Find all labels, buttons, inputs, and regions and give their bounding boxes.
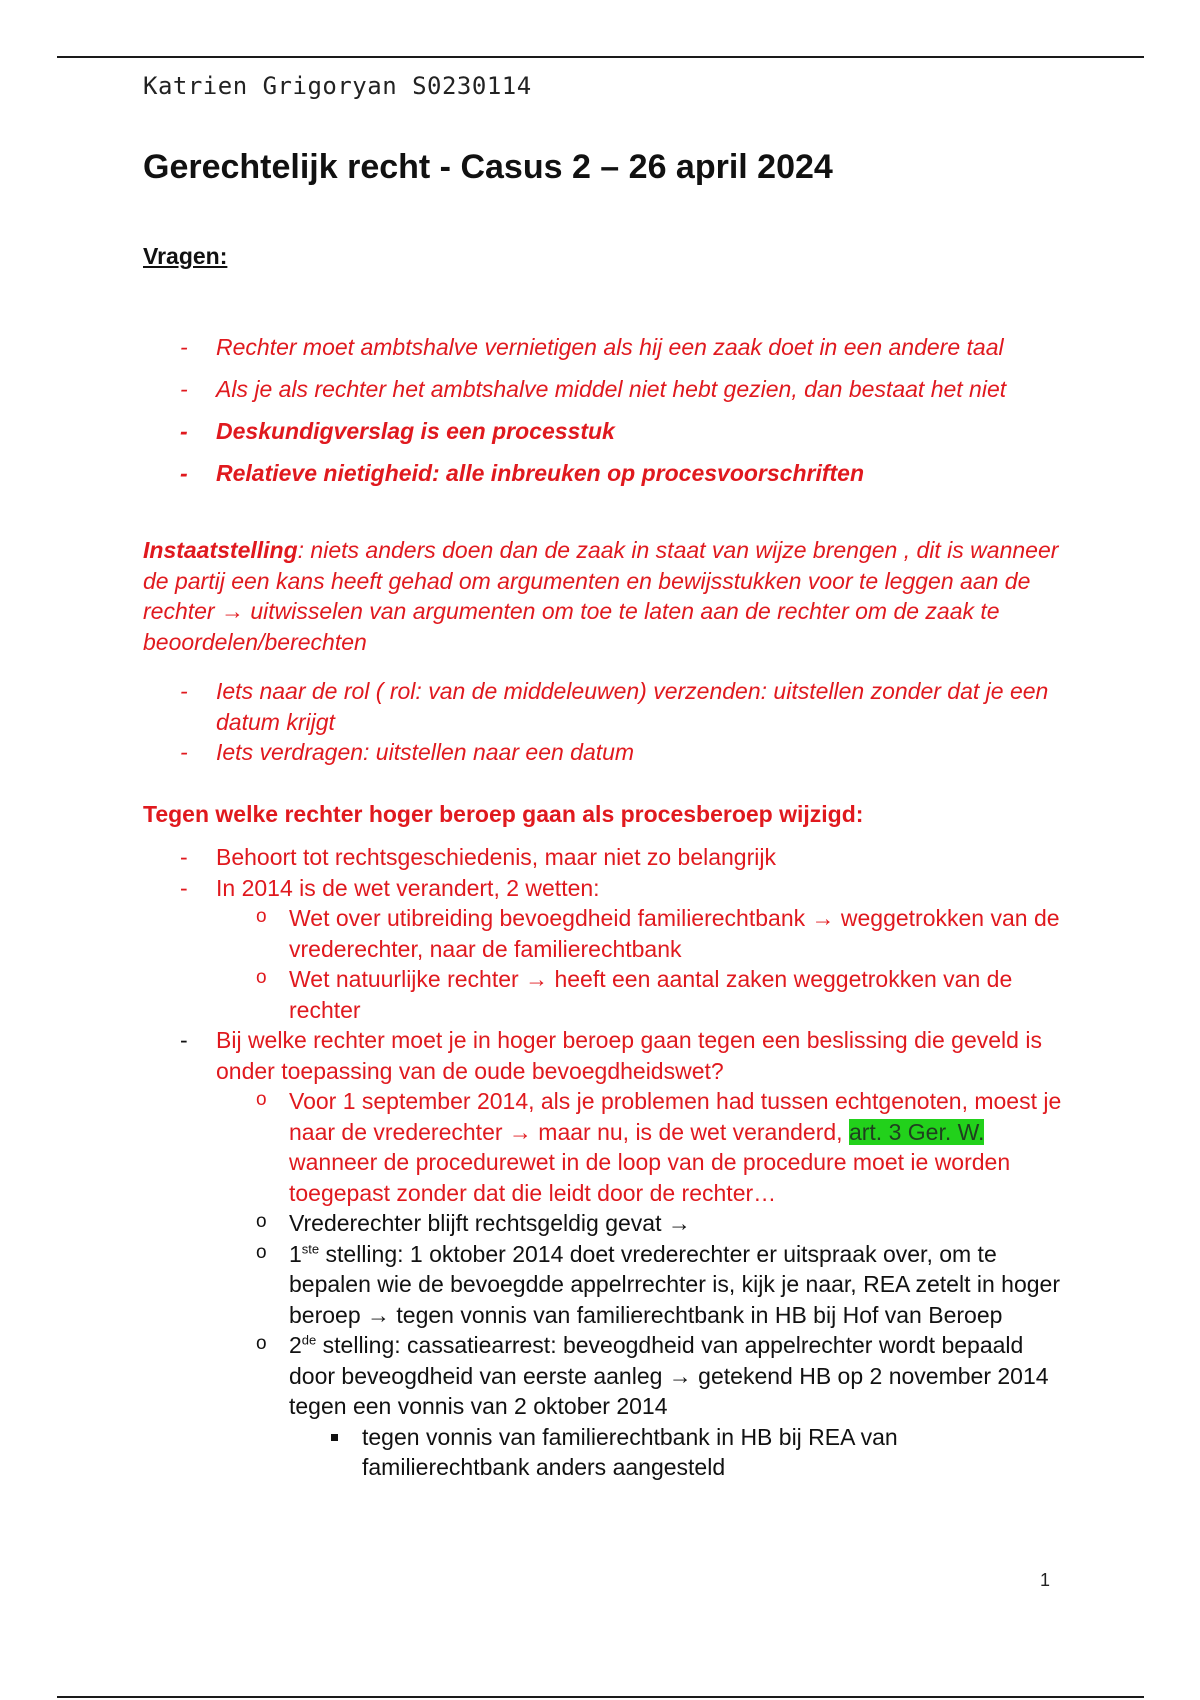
vragen-item: - Rechter moet ambtshalve vernietigen als hij een zaak doet in een andere taal <box>143 326 1063 368</box>
sub-sub-list <box>289 1422 1063 1483</box>
sub-item <box>216 1086 1063 1208</box>
instaatstelling-item: - Iets verdragen: uitstellen naar een datum <box>143 737 1063 768</box>
stelling-number: 1 <box>289 1240 302 1267</box>
stelling-number: 2 <box>289 1332 302 1358</box>
section-list <box>143 842 1063 1483</box>
vragen-list <box>143 326 1063 494</box>
bottom-rule <box>57 1696 1144 1698</box>
section-item <box>143 1025 1063 1483</box>
sub-item <box>216 1239 1063 1331</box>
instaatstelling-item: - Iets naar de rol ( rol: van de middeleuwen) verzenden: uitstellen zonder dat je een datum krijgt <box>143 676 1063 737</box>
section-item-text: In 2014 is de wet verandert, 2 wetten: <box>216 874 600 901</box>
sub-item <box>216 1330 1063 1483</box>
instaatstelling-list <box>143 676 1063 768</box>
section-item-text: Bij welke rechter moet je in hoger beroep gaan tegen een beslissing die geveld is onder toepassing van de oude bevoegdheidswet? <box>216 1027 1042 1084</box>
page-number: 1 <box>1040 1570 1051 1590</box>
section-item-text: Behoort tot rechtsgeschiedenis, maar niet zo belangrijk <box>216 844 776 870</box>
top-rule <box>57 56 1144 58</box>
sub-list <box>216 1086 1063 1483</box>
author-line: Katrien Grigoryan S0230114 <box>143 72 532 100</box>
stelling-ordinal: ste <box>301 1240 320 1256</box>
highlighted-reference: art. 3 Ger. W. <box>848 1118 985 1145</box>
instaatstelling-term: Instaatstelling <box>143 537 298 563</box>
instaatstelling-paragraph <box>143 535 1063 657</box>
instaatstelling-text: : niets anders doen dan de zaak in staat van wijze brengen , dit is wanneer de partij een kans heeft gehad om argumenten en bewijsstukken voor te leggen aan de rechter → uitwisselen van argumenten om toe te laten aan de rechter om de zaak te beoordelen/berechten <box>143 537 1059 655</box>
sub-item-text: Voor 1 september 2014, als je problemen had tussen echtgenoten, moest je naar de vrederechter → maar nu, is de wet veranderd, <box>289 1088 1062 1145</box>
sub-item-text: stelling: 1 oktober 2014 doet vrederechter er uitspraak over, om te bepalen wie de bevoegdde appelrrechter is, kijk je naar, REA zetelt in hoger beroep → tegen vonnis van familierechtbank in HB bij Hof van Beroep <box>289 1240 1060 1328</box>
sub-item: o Vrederechter blijft rechtsgeldig gevat → <box>216 1208 1063 1239</box>
page-title: Gerechtelijk recht - Casus 2 – 26 april 2024 <box>143 148 833 186</box>
section-item <box>143 873 1063 1026</box>
stelling-ordinal: de <box>301 1332 317 1348</box>
sub-item-text: wanneer de procedurewet in de loop van de procedure moet ie worden toegepast zonder dat die leidt door de rechter… <box>289 1149 1011 1206</box>
sub-sub-item: tegen vonnis van familierechtbank in HB bij REA van familierechtbank anders aangesteld <box>289 1422 1063 1483</box>
vragen-item: - Als je als rechter het ambtshalve middel niet hebt gezien, dan bestaat het niet <box>143 368 1063 410</box>
sub-item-text: stelling: cassatiearrest: beveogdheid van appelrechter wordt bepaald door beveogdheid van eerste aanleg → getekend HB op 2 november 2014 tegen een vonnis van 2 oktober 2014 <box>289 1332 1049 1419</box>
sub-item: o Wet over utibreiding bevoegdheid familierechtbank → weggetrokken van de vrederechter, naar de familierechtbank <box>216 903 1063 964</box>
vragen-item: - Deskundigverslag is een processtuk <box>143 410 1063 452</box>
sub-item: o Wet natuurlijke rechter → heeft een aantal zaken weggetrokken van de rechter <box>216 964 1063 1025</box>
sub-list <box>216 903 1063 1025</box>
section-item <box>143 842 1063 873</box>
vragen-item: - Relatieve nietigheid: alle inbreuken op procesvoorschriften <box>143 452 1063 494</box>
section-heading: Tegen welke rechter hoger beroep gaan als procesberoep wijzigd: <box>143 801 864 827</box>
vragen-heading: Vragen: <box>143 243 228 269</box>
